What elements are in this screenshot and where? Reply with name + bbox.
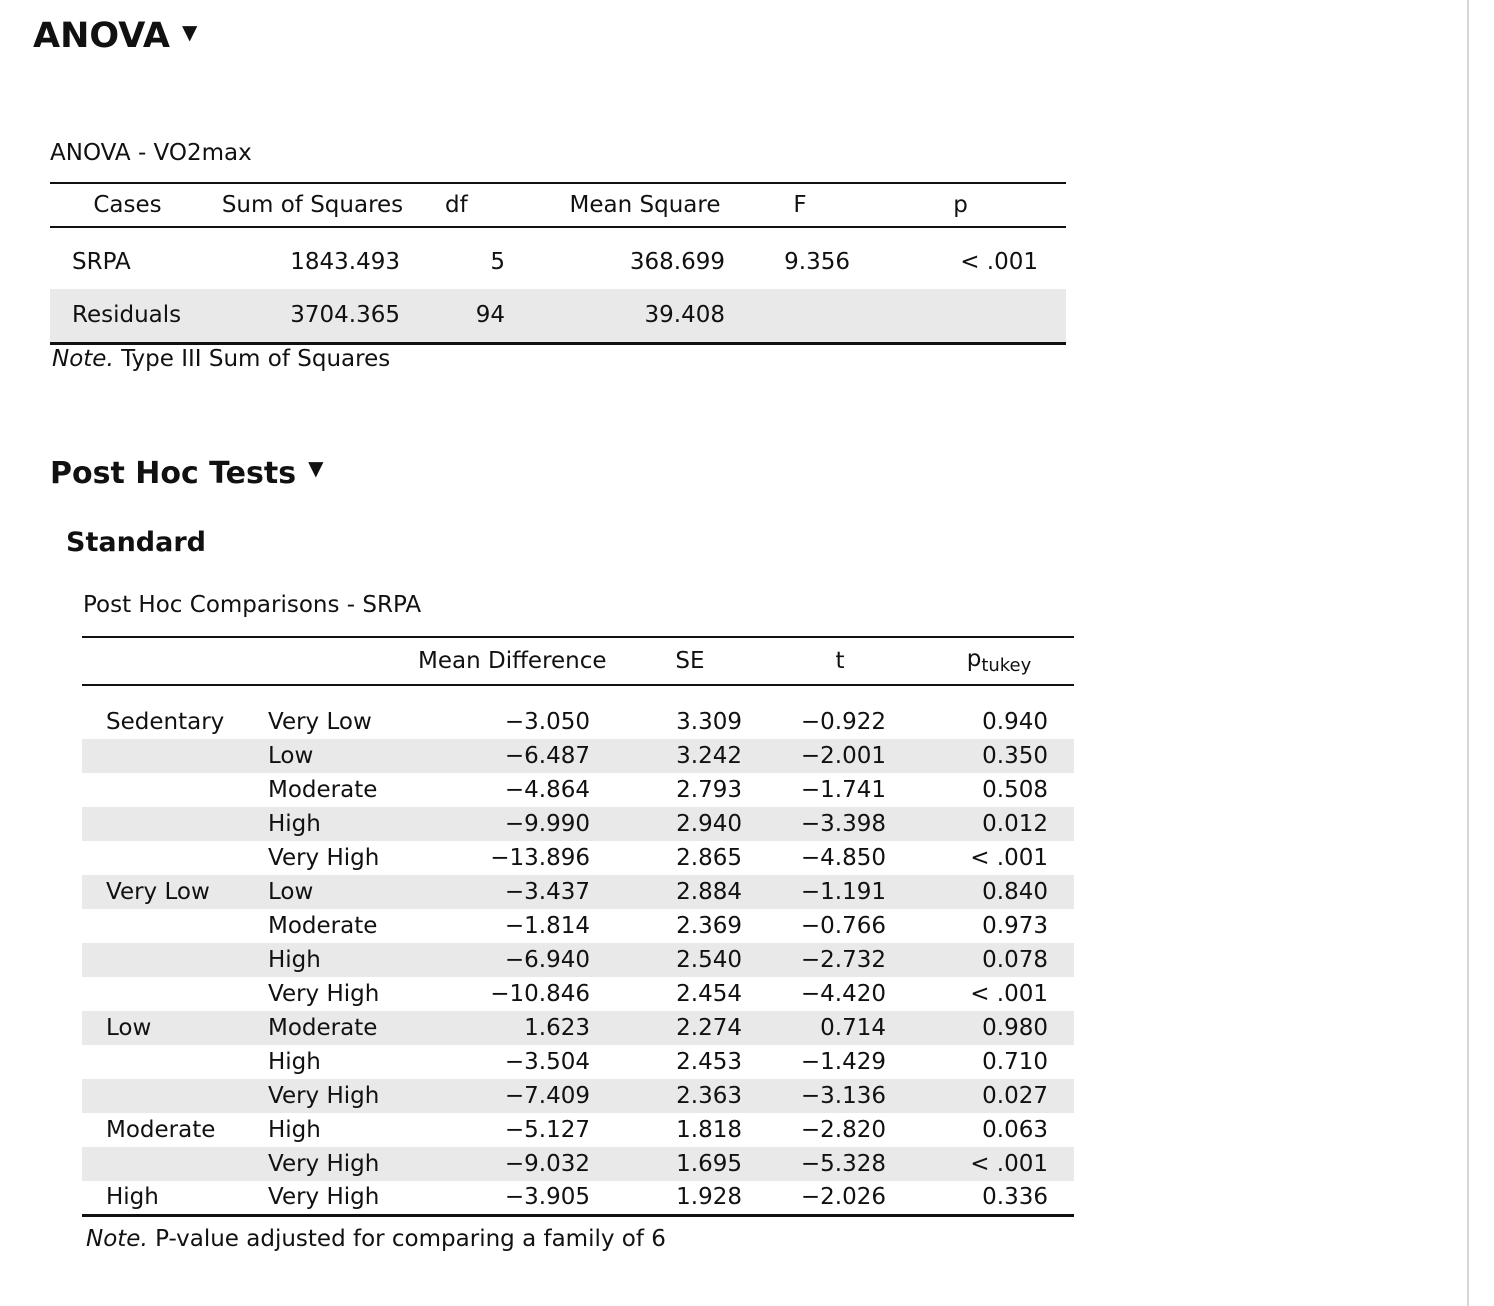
cell-t: −1.741 <box>800 777 886 803</box>
cell-t: −2.820 <box>800 1117 886 1143</box>
anova-table-caption: ANOVA - VO2max <box>50 140 252 166</box>
cell-mean-difference: −13.896 <box>490 845 590 871</box>
cell-group-2: High <box>268 1049 321 1075</box>
cell-se: 1.928 <box>676 1184 742 1211</box>
cell-t: −2.001 <box>800 743 886 769</box>
cell-mean-difference: −3.905 <box>504 1184 590 1211</box>
cell-se: 3.309 <box>676 709 742 735</box>
cell-se: 2.274 <box>676 1015 742 1041</box>
cell-group-1 <box>82 909 268 943</box>
cell-p-tukey: 0.710 <box>982 1049 1048 1075</box>
cell-group-1 <box>82 1045 268 1079</box>
cell-group-2: Low <box>268 879 314 905</box>
cell-group-2: Very High <box>268 1184 380 1211</box>
cell-group-2: Moderate <box>268 777 378 803</box>
cell-mean-difference: −10.846 <box>490 981 590 1007</box>
cell-group-2: Very Low <box>268 709 372 735</box>
table-row <box>82 841 1074 875</box>
cell-group-1 <box>82 977 268 1011</box>
cell-group-2: Very High <box>268 845 380 871</box>
table-row <box>82 943 1074 977</box>
cell-mean-difference: −4.864 <box>504 777 590 803</box>
cell-t: −2.026 <box>800 1184 886 1211</box>
cell-mean-difference: −7.409 <box>504 1083 590 1109</box>
spacer-row <box>82 685 1074 705</box>
table-row <box>82 807 1074 841</box>
cell-p-tukey: 0.350 <box>982 743 1048 769</box>
cell-p-tukey: 0.508 <box>982 777 1048 803</box>
cell-t: −4.850 <box>800 845 886 871</box>
cell-group-2: Low <box>268 743 314 769</box>
table-row <box>82 1113 1074 1147</box>
cell-mean-difference: −3.437 <box>504 879 590 905</box>
cell-se: 2.884 <box>676 879 742 905</box>
cell-group-2: Very High <box>268 981 380 1007</box>
cell-mean-difference: −9.990 <box>504 811 590 837</box>
posthoc-table-note <box>86 1226 666 1252</box>
header-cases: Cases <box>50 183 205 227</box>
cell-p: < .001 <box>960 249 1038 275</box>
cell-mean-difference: −9.032 <box>504 1151 590 1177</box>
cell-group-2: Moderate <box>268 1015 378 1041</box>
header-p: p <box>885 183 1066 227</box>
cell-se: 2.865 <box>676 845 742 871</box>
cell-p-tukey: 0.980 <box>982 1015 1048 1041</box>
cell-p-tukey: < .001 <box>970 845 1048 871</box>
cell-t: −1.191 <box>800 879 886 905</box>
cell-p-tukey: 0.063 <box>982 1117 1048 1143</box>
table-row <box>50 235 1066 289</box>
table-row <box>82 773 1074 807</box>
note-label: Note. <box>52 346 114 372</box>
collapse-triangle-icon[interactable]: ▼ <box>182 20 198 44</box>
cell-se: 2.793 <box>676 777 742 803</box>
cell-group-1 <box>82 1147 268 1181</box>
anova-title-text: ANOVA <box>33 16 170 56</box>
header-df: df <box>420 183 545 227</box>
tukey-subscript: tukey <box>981 655 1032 676</box>
cell-t: −3.398 <box>800 811 886 837</box>
cell-mean-difference: −5.127 <box>504 1117 590 1143</box>
cell-f: 9.356 <box>784 249 850 275</box>
p-label: p <box>966 646 982 672</box>
cell-group-2: High <box>268 1117 321 1143</box>
cell-group-2: High <box>268 811 321 837</box>
cell-se: 1.818 <box>676 1117 742 1143</box>
cell-t: −0.922 <box>800 709 886 735</box>
cell-p-tukey: 0.078 <box>982 947 1048 973</box>
cell-t: −5.328 <box>800 1151 886 1177</box>
posthoc-title-text: Post Hoc Tests <box>50 456 297 491</box>
cell-se: 2.453 <box>676 1049 742 1075</box>
cell-group-2: Very High <box>268 1083 380 1109</box>
cell-t: −3.136 <box>800 1083 886 1109</box>
cell-mean-difference: −6.940 <box>504 947 590 973</box>
anova-table-note <box>52 346 390 372</box>
cell-group-1 <box>82 1079 268 1113</box>
cell-group-1: Sedentary <box>106 709 225 735</box>
cell-df: 5 <box>490 249 505 275</box>
header-f: F <box>745 183 885 227</box>
cell-group-1 <box>82 773 268 807</box>
panel-divider <box>1467 0 1469 1306</box>
note-text: Type III Sum of Squares <box>113 346 391 372</box>
table-row <box>50 289 1066 343</box>
header-mean-difference: Mean Difference <box>418 637 604 685</box>
header-t: t <box>756 637 904 685</box>
cell-sum-of-squares: 3704.365 <box>290 302 400 329</box>
cell-mean-square: 368.699 <box>629 249 725 275</box>
table-row <box>82 1079 1074 1113</box>
cell-p-tukey: 0.973 <box>982 913 1048 939</box>
cell-f <box>745 289 885 343</box>
anova-section-title[interactable] <box>33 16 197 56</box>
cell-p-tukey: 0.940 <box>982 709 1048 735</box>
cell-group-1 <box>82 943 268 977</box>
table-row <box>82 909 1074 943</box>
cell-p-tukey: < .001 <box>970 981 1048 1007</box>
cell-mean-difference: −1.814 <box>504 913 590 939</box>
table-row <box>82 875 1074 909</box>
table-header-row <box>50 183 1066 227</box>
note-label: Note. <box>86 1226 148 1252</box>
cell-group-2: Very High <box>268 1151 380 1177</box>
posthoc-table-caption: Post Hoc Comparisons - SRPA <box>83 592 422 618</box>
table-row <box>82 1147 1074 1181</box>
header-p-tukey <box>904 637 1074 685</box>
cell-mean-difference: 1.623 <box>524 1015 590 1041</box>
header-sum-of-squares: Sum of Squares <box>205 183 420 227</box>
cell-group-1: Low <box>106 1015 152 1041</box>
posthoc-section-title[interactable] <box>50 456 323 491</box>
cell-group-1 <box>82 739 268 773</box>
cell-group-1: Moderate <box>106 1117 216 1143</box>
cell-se: 1.695 <box>676 1151 742 1177</box>
cell-cases: Residuals <box>72 302 182 329</box>
cell-t: −0.766 <box>800 913 886 939</box>
table-row <box>82 977 1074 1011</box>
cell-se: 2.363 <box>676 1083 742 1109</box>
cell-t: −2.732 <box>800 947 886 973</box>
table-row <box>82 1045 1074 1079</box>
table-row <box>82 739 1074 773</box>
cell-group-2: Moderate <box>268 913 378 939</box>
cell-mean-square: 39.408 <box>644 302 725 329</box>
header-group-2 <box>268 637 418 685</box>
table-row <box>82 1181 1074 1215</box>
cell-p-tukey: 0.336 <box>982 1184 1048 1211</box>
posthoc-table <box>82 636 1074 1217</box>
header-mean-square: Mean Square <box>545 183 745 227</box>
cell-p-tukey: 0.840 <box>982 879 1048 905</box>
cell-se: 2.454 <box>676 981 742 1007</box>
table-header-row <box>82 637 1074 685</box>
cell-cases: SRPA <box>72 249 131 275</box>
cell-t: 0.714 <box>820 1015 886 1041</box>
cell-mean-difference: −3.504 <box>504 1049 590 1075</box>
cell-t: −4.420 <box>800 981 886 1007</box>
anova-table <box>50 182 1066 345</box>
cell-p <box>885 289 1066 343</box>
note-text: P-value adjusted for comparing a family of 6 <box>147 1226 666 1252</box>
cell-df: 94 <box>475 302 505 329</box>
cell-mean-difference: −6.487 <box>504 743 590 769</box>
standard-subtitle: Standard <box>66 527 206 558</box>
cell-group-1: Very Low <box>106 879 210 905</box>
table-row <box>82 705 1074 739</box>
collapse-triangle-icon[interactable]: ▼ <box>308 456 324 480</box>
cell-p-tukey: 0.027 <box>982 1083 1048 1109</box>
table-row <box>82 1011 1074 1045</box>
cell-mean-difference: −3.050 <box>504 709 590 735</box>
cell-group-1 <box>82 807 268 841</box>
header-se: SE <box>604 637 756 685</box>
cell-se: 2.369 <box>676 913 742 939</box>
spacer-row <box>50 227 1066 235</box>
cell-p-tukey: 0.012 <box>982 811 1048 837</box>
header-group-1 <box>82 637 268 685</box>
cell-group-2: High <box>268 947 321 973</box>
cell-p-tukey: < .001 <box>970 1151 1048 1177</box>
cell-group-1 <box>82 841 268 875</box>
cell-group-1: High <box>106 1184 159 1211</box>
cell-se: 3.242 <box>676 743 742 769</box>
cell-se: 2.940 <box>676 811 742 837</box>
cell-sum-of-squares: 1843.493 <box>290 249 400 275</box>
cell-se: 2.540 <box>676 947 742 973</box>
cell-t: −1.429 <box>800 1049 886 1075</box>
